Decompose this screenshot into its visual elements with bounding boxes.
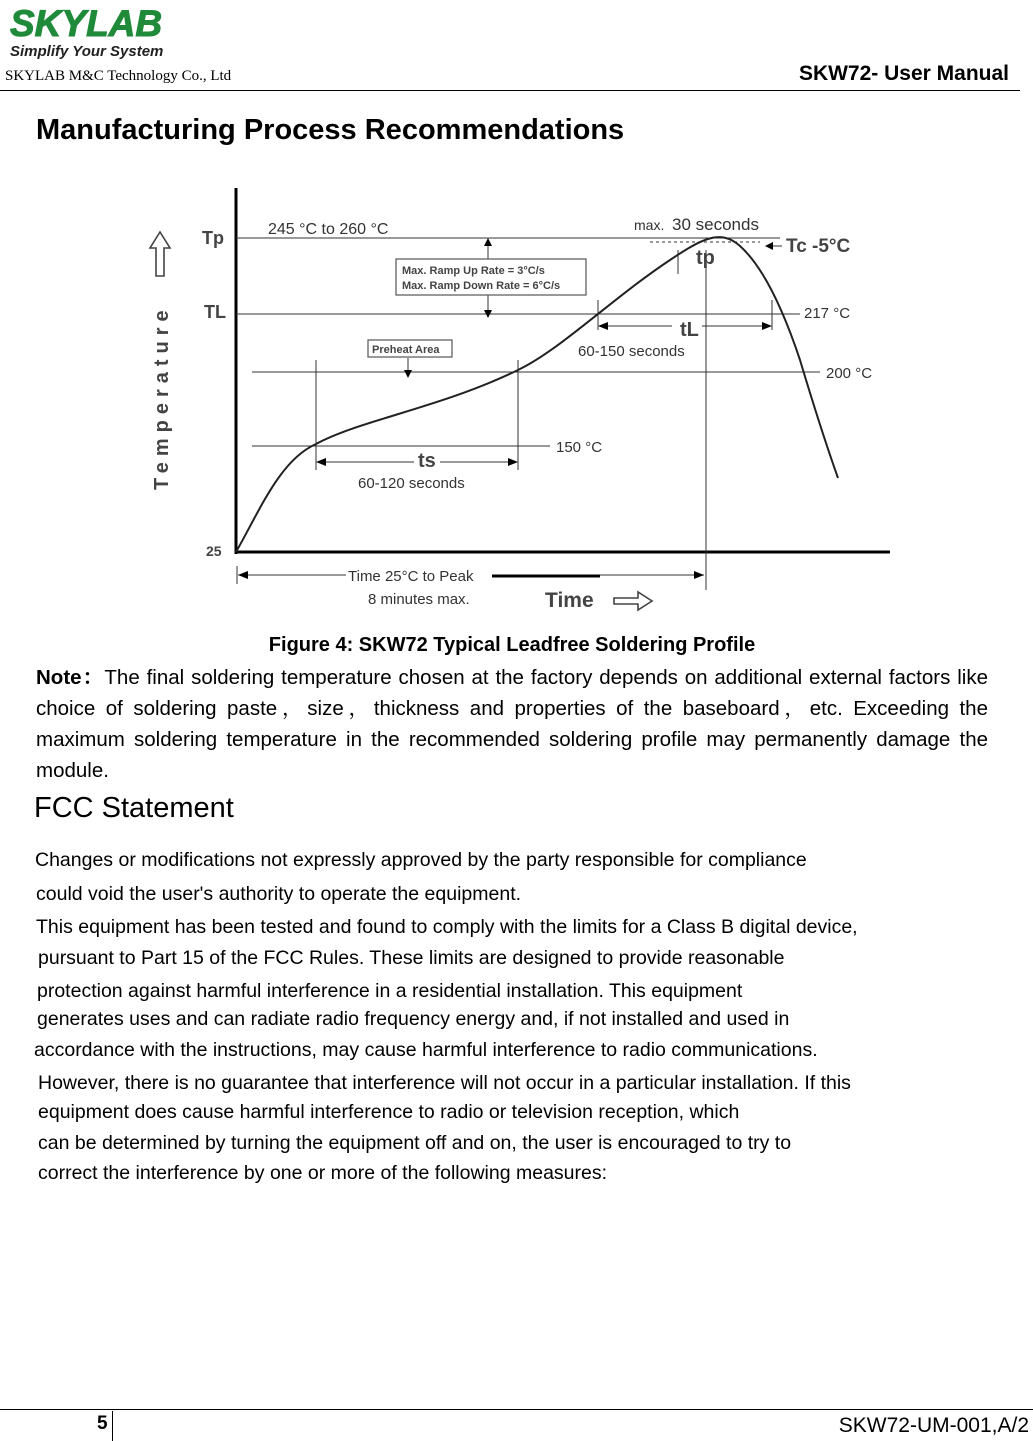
soldering-profile-figure xyxy=(140,180,900,620)
ts-duration-label: 60-120 seconds xyxy=(358,475,465,492)
peak-range-label: 245 °C to 260 °C xyxy=(268,221,389,238)
ramp-up-label: Max. Ramp Up Rate = 3°C/s xyxy=(402,265,545,277)
tc-label: Tc -5°C xyxy=(786,236,851,257)
document-id: SKW72-UM-001,A/2 xyxy=(838,1414,1029,1437)
tp-label: Tp xyxy=(202,228,224,248)
footer-divider xyxy=(0,1409,1033,1410)
page-number: 5 xyxy=(97,1413,108,1434)
max-time-value: 30 seconds xyxy=(672,215,759,234)
note-paragraph xyxy=(36,662,988,786)
fcc-line: accordance with the instructions, may cause harmful interference to radio communications. xyxy=(34,1039,818,1061)
right-arrow-icon xyxy=(614,592,652,610)
fcc-line: This equipment has been tested and found to comply with the limits for a Class B digital device, xyxy=(36,916,858,938)
fcc-line: Changes or modifications not expressly approved by the party responsible for compliance xyxy=(35,849,807,871)
fcc-line: correct the interference by one or more of the following measures: xyxy=(38,1162,608,1184)
note-text: The final soldering temperature chosen at the factory depends on additional external factors like choice of soldering paste，size，thickness and properties of the baseboard，etc. Exceeding the maximum soldering temperature in the recommended soldering profile may permanently damage the module. xyxy=(36,666,988,782)
temp-150-label: 150 °C xyxy=(556,439,603,456)
fcc-line: pursuant to Part 15 of the FCC Rules. These limits are designed to provide reasonable xyxy=(38,947,785,969)
tl-label: TL xyxy=(204,302,226,322)
max-label: max. xyxy=(634,217,665,233)
section-title: Manufacturing Process Recommendations xyxy=(36,114,625,146)
svg-text:Temperature: Temperature xyxy=(151,304,173,490)
up-arrow-icon xyxy=(150,232,170,276)
footer-separator xyxy=(112,1411,113,1441)
fcc-heading: FCC Statement xyxy=(34,792,234,824)
fcc-line: generates uses and can radiate radio frequency energy and, if not installed and used in xyxy=(37,1008,790,1030)
company-name: SKYLAB M&C Technology Co., Ltd xyxy=(5,68,232,84)
preheat-label: Preheat Area xyxy=(372,344,440,356)
fcc-line: protection against harmful interference in a residential installation. This equipment xyxy=(37,980,743,1002)
note-label: Note： xyxy=(36,666,105,689)
header-divider xyxy=(0,90,1020,91)
x-axis-title: Time xyxy=(545,589,594,612)
fcc-line: However, there is no guarantee that interference will not occur in a particular installation. If this xyxy=(38,1072,851,1094)
time-max-label: 8 minutes max. xyxy=(368,591,470,608)
time-to-peak-label: Time 25°C to Peak xyxy=(348,568,474,585)
logo-wordmark: SKYLAB xyxy=(10,4,163,44)
fcc-line: could void the user's authority to operate the equipment. xyxy=(36,883,522,905)
temp-200-label: 200 °C xyxy=(826,365,873,382)
tp-time-label: tp xyxy=(696,247,715,269)
logo-tagline: Simplify Your System xyxy=(10,43,164,60)
ts-label: ts xyxy=(418,450,436,472)
skylab-logo xyxy=(8,4,208,62)
y-axis-title xyxy=(151,304,173,490)
fcc-line: can be determined by turning the equipment off and on, the user is encouraged to try to xyxy=(38,1132,792,1154)
y-origin-label: 25 xyxy=(206,543,222,559)
tl-duration-label: 60-150 seconds xyxy=(578,343,685,360)
figure-caption: Figure 4: SKW72 Typical Leadfree Soldering Profile xyxy=(268,634,756,656)
fcc-line: equipment does cause harmful interference to radio or television reception, which xyxy=(38,1101,740,1123)
ramp-down-label: Max. Ramp Down Rate = 6°C/s xyxy=(402,280,561,292)
tl-time-label: tL xyxy=(680,319,699,341)
temp-217-label: 217 °C xyxy=(804,305,851,322)
manual-title: SKW72- User Manual xyxy=(798,62,1009,85)
